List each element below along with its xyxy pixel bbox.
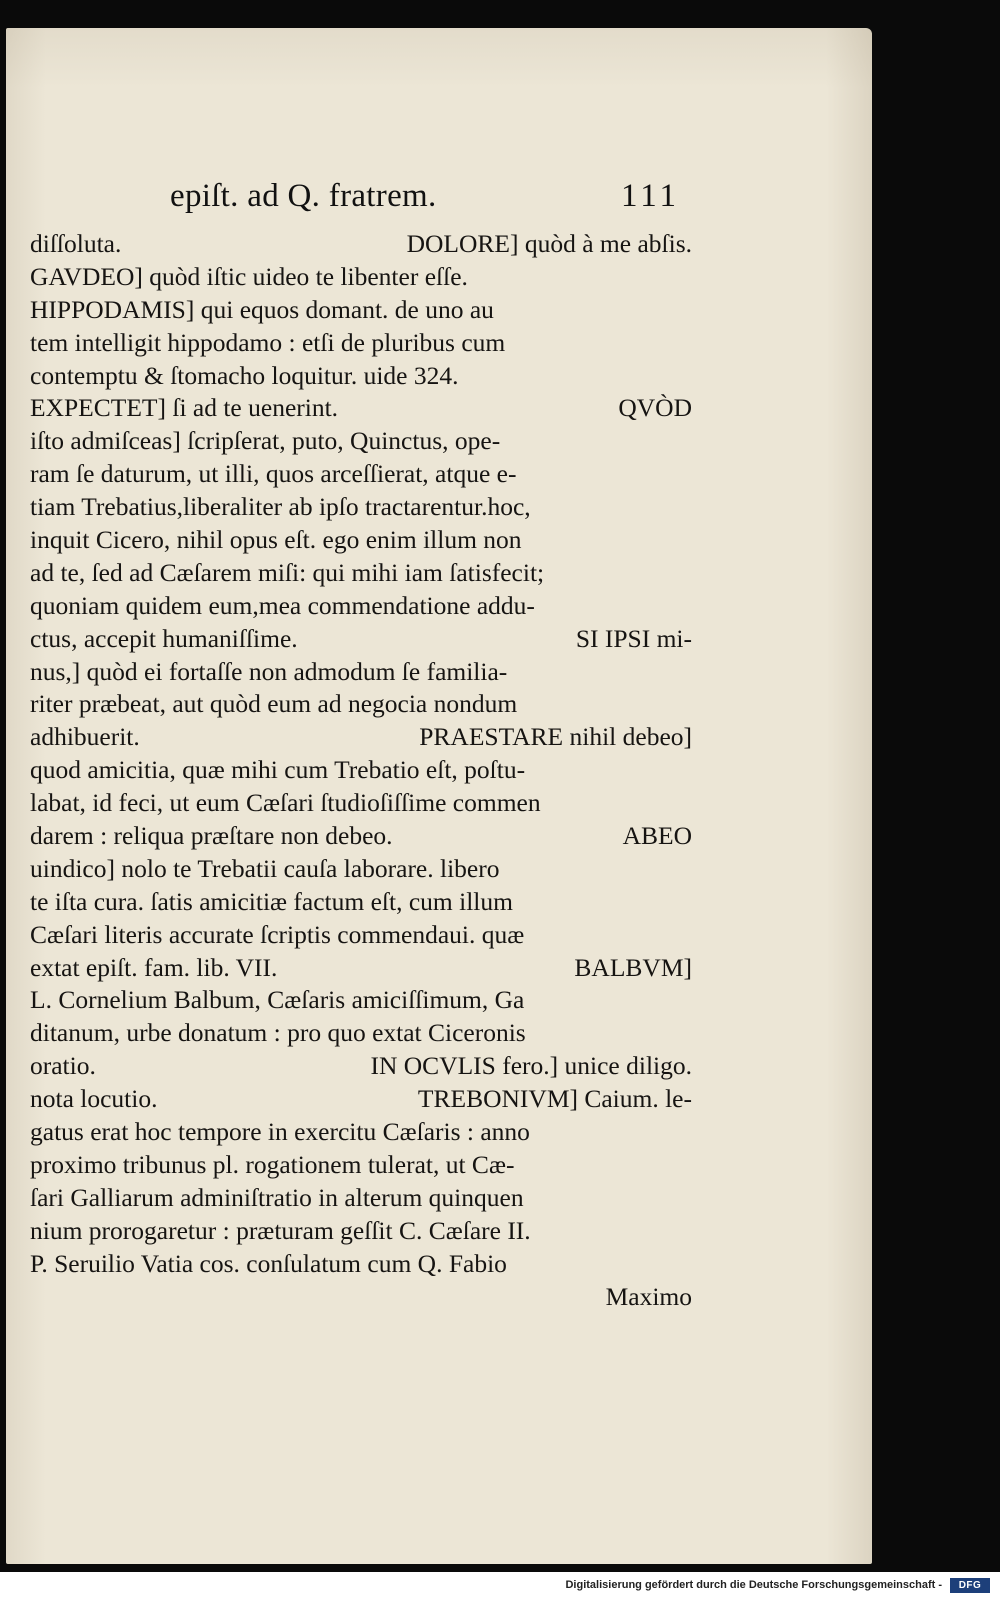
text-line [30,491,692,524]
text-segment: ditanum, urbe donatum : pro quo extat Ciceronis [30,1018,526,1048]
text-line [30,1116,692,1149]
text-segment: SI IPSI mi- [575,623,692,653]
text-segment: riter præbeat, aut quòd eum ad negocia nondum [30,689,518,719]
catchword-line [30,1281,692,1314]
text-segment: L. Cornelium Balbum, Cæſaris amiciſſimum, Ga [30,985,525,1015]
text-segment: iſto admiſceas] ſcripſerat, puto, Quinctus, ope- [30,426,501,456]
text-segment: HIPPODAMIS] qui equos domant. de uno au [30,294,494,324]
text-line [30,853,692,886]
text-segment: te iſta cura. ſatis amicitiæ factum eſt, cum illum [30,886,513,916]
text-segment: diſſoluta. [30,229,122,258]
text-line [30,425,692,458]
text-segment: P. Seruilio Vatia cos. conſulatum cum Q. Fabio [30,1248,507,1278]
text-line [30,952,692,985]
text-segment: nota locutio. [30,1084,158,1114]
text-line [30,688,692,721]
funding-credit: Digitalisierung gefördert durch die Deutsche Forschungsgemeinschaft - [565,1579,942,1591]
text-segment: quoniam quidem eum,mea commendatione addu- [30,590,535,620]
running-title: epiſt. ad Q. fratrem. [170,178,437,214]
catchword: Maximo [605,1281,692,1311]
text-segment: ram ſe daturum, ut illi, quos arceſſierat, atque e- [30,459,517,489]
commentary-text [30,228,692,1313]
text-segment: gatus erat hoc tempore in exercitu Cæſaris : anno [30,1117,530,1147]
text-line [30,1248,692,1281]
text-segment: BALBVM] [574,952,692,982]
text-segment: tem intelligit hippodamo : etſi de pluribus cum [30,327,506,357]
text-line [30,1182,692,1215]
text-segment: TREBONIVM] Caium. le- [417,1084,692,1114]
text-line [30,656,692,689]
text-line [30,919,692,952]
text-segment: EXPECTET] ſi ad te uenerint. [30,393,339,423]
text-segment: oratio. [30,1051,96,1081]
text-line [30,820,692,853]
text-line [30,392,692,425]
text-line [30,524,692,557]
text-line [30,590,692,623]
text-line [30,1215,692,1248]
text-line [30,294,692,327]
text-segment: ABEO [622,821,692,851]
text-line [30,261,692,294]
text-segment: quod amicitia, quæ mihi cum Trebatio eſt, poſtu- [30,755,526,785]
text-line [30,721,692,754]
text-segment: ad te, ſed ad Cæſarem miſi: qui mihi iam ſatisfecit; [30,557,545,587]
text-line [30,886,692,919]
text-segment: IN OCVLIS fero.] unice diligo. [370,1051,692,1081]
text-line [30,458,692,491]
text-line [30,787,692,820]
text-segment: Cæſari literis accurate ſcriptis commendaui. quæ [30,919,525,949]
folio-number: 111 [620,178,680,214]
text-line [30,623,692,656]
text-line [30,754,692,787]
text-line [30,1017,692,1050]
text-segment: inquit Cicero, nihil opus eſt. ego enim illum non [30,525,522,555]
text-segment: ſari Galliarum adminiſtratio in alterum quinquen [30,1182,524,1212]
text-segment: DOLORE] quòd à me abſis. [406,229,692,258]
text-line [30,1050,692,1083]
text-segment: tiam Trebatius,liberaliter ab ipſo tractarentur.hoc, [30,492,531,522]
dfg-logo: DFG [950,1578,990,1593]
page-header [170,178,690,234]
text-segment: extat epiſt. fam. lib. VII. [30,952,278,982]
text-segment: uindico] nolo te Trebatii cauſa laborare. libero [30,853,500,883]
text-segment: QVÒD [618,393,692,423]
text-segment: adhibuerit. [30,722,140,752]
text-line [30,1149,692,1182]
text-line [30,228,692,261]
text-segment: proximo tribunus pl. rogationem tulerat, ut Cæ- [30,1149,515,1179]
text-line [30,360,692,393]
text-segment: contemptu & ſtomacho loquitur. uide 324. [30,360,459,390]
text-segment: PRAESTARE nihil debeo] [419,722,692,752]
text-segment: labat, id feci, ut eum Cæſari ſtudioſiſſime commen [30,788,541,818]
text-segment: nus,] quòd ei fortaſſe non admodum ſe familia- [30,656,508,686]
text-line [30,1083,692,1116]
text-segment: darem : reliqua præſtare non debeo. [30,821,393,851]
text-line [30,557,692,590]
text-segment: nium prorogaretur : præturam geſſit C. Cæſare II. [30,1215,531,1245]
text-line [30,984,692,1017]
text-segment: GAVDEO] quòd iſtic uideo te libenter eſſe. [30,261,468,291]
text-segment: ctus, accepit humaniſſime. [30,623,298,653]
text-line [30,327,692,360]
